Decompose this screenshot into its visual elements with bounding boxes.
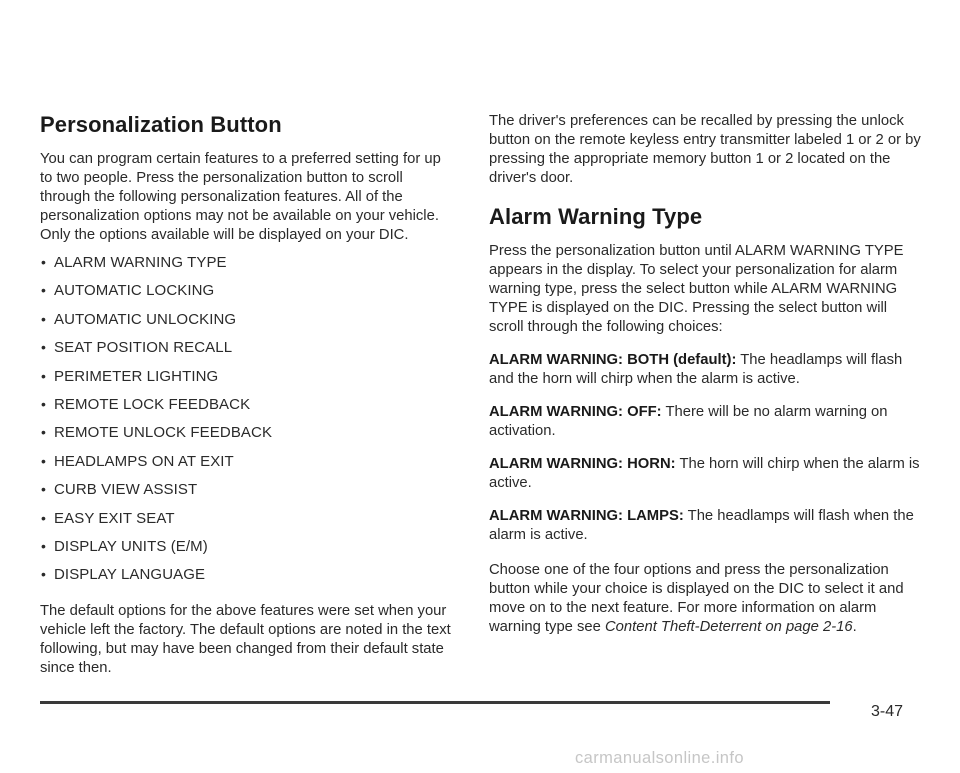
alarm-intro-paragraph: Press the personalization button until ALARM WARNING TYPE appears in the display. To select your personalization for alarm warning type, press the select button while ALARM WARNING TYPE is displayed on the DIC. Pressing the select button will scroll through the following choices:	[489, 243, 904, 335]
option-label: ALARM WARNING: HORN:	[489, 456, 676, 472]
feature-item: • CURB VIEW ASSIST	[40, 480, 454, 508]
intro-paragraph: You can program certain features to a preferred setting for up to two people. Press the personalization button to scroll through the following personalization features. All of the personalization options may not be available on your vehicle. Only the options available will be displayed on your DIC.	[40, 151, 441, 243]
feature-item: • EASY EXIT SEAT	[40, 509, 454, 537]
option-label: ALARM WARNING: OFF:	[489, 404, 662, 420]
choose-end: .	[852, 619, 857, 635]
feature-item: • ALARM WARNING TYPE	[40, 253, 454, 281]
feature-item: • REMOTE LOCK FEEDBACK	[40, 395, 454, 423]
option-horn	[489, 455, 921, 493]
defaults-paragraph: The default options for the above features were set when your vehicle left the factory. The default options are noted in the text following, but may have been changed from their default state since then.	[40, 602, 451, 676]
feature-item: • SEAT POSITION RECALL	[40, 338, 454, 366]
option-label: ALARM WARNING: LAMPS:	[489, 508, 684, 524]
option-lamps	[489, 507, 921, 545]
feature-item: • AUTOMATIC UNLOCKING	[40, 310, 454, 338]
cross-reference-link[interactable]: Content Theft-Deterrent on page 2-16	[605, 619, 853, 635]
feature-item: • DISPLAY LANGUAGE	[40, 565, 454, 593]
option-text: The headlamps will flash when the alarm is active.	[489, 508, 914, 543]
option-text: The horn will chirp when the alarm is active.	[489, 456, 920, 491]
feature-item: • AUTOMATIC LOCKING	[40, 281, 454, 309]
choose-paragraph	[489, 561, 921, 637]
footer-rule	[40, 701, 830, 704]
left-column	[40, 112, 454, 678]
feature-item: • HEADLAMPS ON AT EXIT	[40, 452, 454, 480]
option-label: ALARM WARNING: BOTH (default):	[489, 352, 737, 368]
right-column	[489, 112, 921, 637]
option-text: There will be no alarm warning on activation.	[489, 404, 888, 439]
feature-list	[40, 253, 454, 594]
watermark: carmanualsonline.info	[575, 749, 744, 767]
option-both	[489, 351, 921, 389]
section-heading-alarm-warning-type: Alarm Warning Type	[489, 204, 703, 229]
feature-item: • PERIMETER LIGHTING	[40, 367, 454, 395]
option-text: The headlamps will flash and the horn will chirp when the alarm is active.	[489, 352, 903, 387]
page-number: 3-47	[871, 703, 904, 720]
section-heading-personalization: Personalization Button	[40, 112, 282, 137]
choose-text: Choose one of the four options and press the personalization button while your choice is displayed on the DIC to select it and move on to the next feature. For more information on alarm warning type see	[489, 562, 904, 635]
feature-item: • REMOTE UNLOCK FEEDBACK	[40, 423, 454, 451]
recall-paragraph: The driver's preferences can be recalled by pressing the unlock button on the remote keyless entry transmitter labeled 1 or 2 or by pressing the appropriate memory button 1 or 2 located on the driver's door.	[489, 113, 921, 186]
feature-item: • DISPLAY UNITS (E/M)	[40, 537, 454, 565]
option-off	[489, 403, 921, 441]
